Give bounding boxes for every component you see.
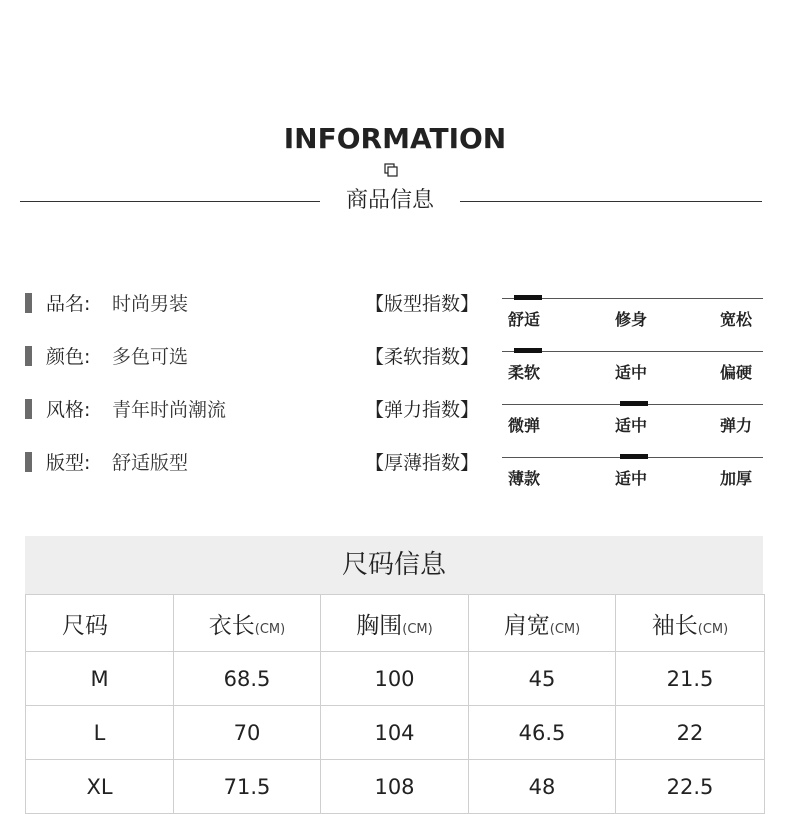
index-label: 【厚薄指数】: [365, 452, 480, 474]
scale-option: 修身: [615, 310, 648, 329]
column-header: [616, 595, 765, 652]
attribute-bar: [25, 346, 32, 366]
scale-option: 适中: [615, 416, 648, 435]
column-header-label: 袖长: [651, 612, 698, 639]
scale-marker: [514, 348, 542, 353]
table-cell: 71.5: [174, 760, 321, 814]
attribute-label: 版型:: [46, 452, 91, 474]
scale-option: 弹力: [720, 416, 753, 435]
attribute-value: 青年时尚潮流: [112, 399, 227, 421]
attribute-label: 品名:: [46, 293, 91, 315]
table-cell: 70: [174, 706, 321, 760]
index-scale: [502, 351, 763, 391]
table-cell: 21.5: [616, 652, 765, 706]
size-table-header-row: [26, 595, 765, 652]
index-scale: [502, 298, 763, 338]
info-title: INFORMATION: [283, 122, 507, 155]
column-header-label: 尺码: [62, 612, 108, 639]
scale-option: 偏硬: [720, 363, 753, 382]
column-unit: (CM): [549, 621, 581, 637]
attribute-value: 多色可选: [112, 346, 189, 368]
column-header: [469, 595, 616, 652]
index-label: 【柔软指数】: [365, 346, 480, 368]
table-row: [26, 760, 765, 814]
column-unit: (CM): [402, 621, 433, 637]
scale-option: 柔软: [508, 363, 541, 382]
scale-option: 宽松: [720, 310, 753, 329]
index-scale: [502, 404, 763, 444]
table-cell: XL: [26, 760, 174, 814]
layers-icon: [384, 163, 398, 177]
index-label: 【版型指数】: [365, 293, 480, 315]
scale-option: 薄款: [508, 469, 541, 488]
column-header-label: 胸围: [356, 612, 403, 639]
attribute-bar: [25, 452, 32, 472]
scale-option: 舒适: [508, 310, 541, 329]
section-subtitle: 商品信息: [320, 183, 460, 214]
column-unit: (CM): [697, 621, 729, 637]
table-cell: M: [26, 652, 174, 706]
size-table-title: 尺码信息: [25, 536, 763, 594]
scale-option: 加厚: [720, 469, 753, 488]
attribute-value: 时尚男装: [112, 293, 189, 315]
scale-marker: [514, 295, 542, 300]
scale-marker: [620, 401, 648, 406]
table-cell: 100: [321, 652, 469, 706]
table-cell: L: [26, 706, 174, 760]
header-line-right: [451, 201, 762, 202]
attribute-bar: [25, 399, 32, 419]
column-header: [174, 595, 321, 652]
column-header: [26, 595, 174, 652]
scale-option: 适中: [615, 469, 648, 488]
table-cell: 22: [616, 706, 765, 760]
attribute-label: 风格:: [46, 399, 91, 421]
column-header-label: 衣长: [208, 612, 255, 639]
table-row: [26, 706, 765, 760]
scale-option: 适中: [615, 363, 648, 382]
column-header: [321, 595, 469, 652]
attribute-bar: [25, 293, 32, 313]
index-label: 【弹力指数】: [365, 399, 480, 421]
table-cell: 45: [469, 652, 616, 706]
table-cell: 46.5: [469, 706, 616, 760]
size-table: [25, 594, 765, 814]
index-scale: [502, 457, 763, 497]
table-row: [26, 652, 765, 706]
scale-option: 微弹: [508, 416, 541, 435]
table-cell: 68.5: [174, 652, 321, 706]
scale-marker: [620, 454, 648, 459]
column-unit: (CM): [254, 621, 286, 637]
table-cell: 104: [321, 706, 469, 760]
column-header-label: 肩宽: [503, 612, 550, 639]
attribute-value: 舒适版型: [112, 452, 189, 474]
table-cell: 48: [469, 760, 616, 814]
attribute-label: 颜色:: [46, 346, 91, 368]
table-cell: 22.5: [616, 760, 765, 814]
header-line-left: [20, 201, 331, 202]
table-cell: 108: [321, 760, 469, 814]
